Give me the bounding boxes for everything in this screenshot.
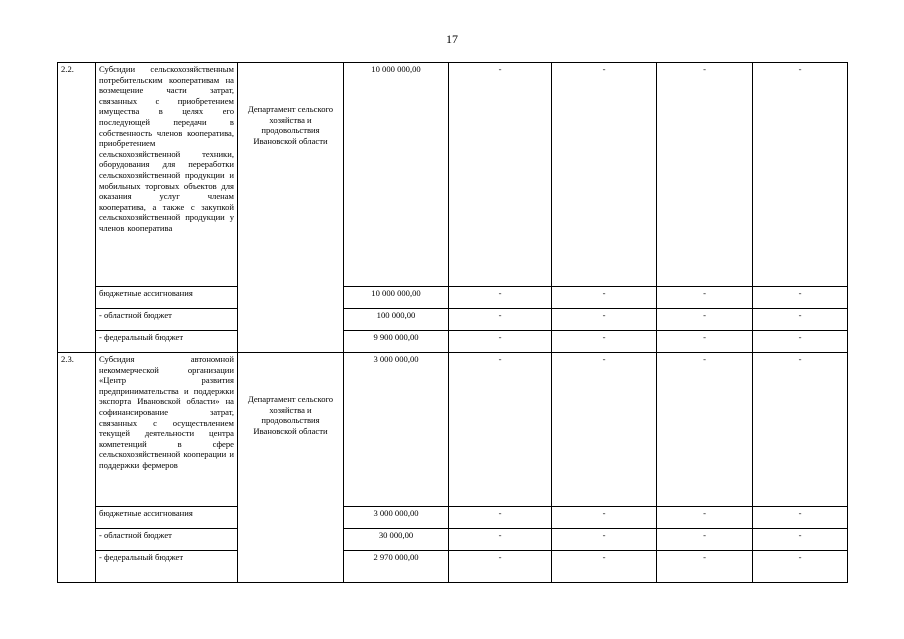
budget-line-label: - федеральный бюджет xyxy=(96,331,238,353)
value-cell: - xyxy=(753,309,848,331)
amount-cell: 10 000 000,00 xyxy=(344,63,449,287)
value-cell: - xyxy=(552,551,657,583)
value-cell: - xyxy=(552,529,657,551)
value-cell: - xyxy=(552,507,657,529)
value-cell: - xyxy=(753,63,848,287)
budget-line-label: - федеральный бюджет xyxy=(96,551,238,583)
item-description: Субсидия автономной некоммерческой организации «Центр развития предпринимательства и поддержки экспорта Ивановской области» на софинансирование затрат, связанных с осуществлением текущей деятельности центра компетенций в сфере сельскохозяйственной кооперации и поддержки фермеров xyxy=(96,353,238,507)
amount-cell: 9 900 000,00 xyxy=(344,331,449,353)
amount-cell: 30 000,00 xyxy=(344,529,449,551)
value-cell: - xyxy=(657,353,753,507)
value-cell: - xyxy=(657,63,753,287)
amount-cell: 100 000,00 xyxy=(344,309,449,331)
value-cell: - xyxy=(449,507,552,529)
value-cell: - xyxy=(449,529,552,551)
budget-line-label: бюджетные ассигнования xyxy=(96,507,238,529)
value-cell: - xyxy=(449,353,552,507)
value-cell: - xyxy=(753,529,848,551)
amount-cell: 10 000 000,00 xyxy=(344,287,449,309)
value-cell: - xyxy=(552,287,657,309)
value-cell: - xyxy=(753,551,848,583)
value-cell: - xyxy=(449,287,552,309)
amount-cell: 3 000 000,00 xyxy=(344,353,449,507)
value-cell: - xyxy=(657,331,753,353)
table-row xyxy=(58,63,848,287)
budget-line-label: - областной бюджет xyxy=(96,309,238,331)
table-row xyxy=(58,529,848,551)
amount-cell: 3 000 000,00 xyxy=(344,507,449,529)
value-cell: - xyxy=(657,529,753,551)
value-cell: - xyxy=(753,331,848,353)
table-row xyxy=(58,551,848,583)
item-number: 2.2. xyxy=(58,63,96,353)
value-cell: - xyxy=(657,507,753,529)
budget-table xyxy=(57,62,848,583)
table-row xyxy=(58,353,848,507)
value-cell: - xyxy=(552,353,657,507)
value-cell: - xyxy=(657,309,753,331)
value-cell: - xyxy=(657,287,753,309)
table-row xyxy=(58,331,848,353)
amount-cell: 2 970 000,00 xyxy=(344,551,449,583)
executor-cell xyxy=(238,63,344,353)
budget-line-label: бюджетные ассигнования xyxy=(96,287,238,309)
table-row xyxy=(58,507,848,529)
value-cell: - xyxy=(753,507,848,529)
value-cell: - xyxy=(449,63,552,287)
item-description: Субсидии сельскохозяйственным потребительским кооперативам на возмещение части затрат, связанных с приобретением имущества в целях его последующей передачи в собственность членов кооператива, приобретением сельскохозяйственной техники, оборудования для переработки сельскохозяйственной продукции и мобильных торговых объектов для оказания услуг членам кооператива, а также с закупкой сельскохозяйственной продукции у членов кооператива xyxy=(96,63,238,287)
value-cell: - xyxy=(449,331,552,353)
value-cell: - xyxy=(449,551,552,583)
table-row xyxy=(58,309,848,331)
value-cell: - xyxy=(552,63,657,287)
value-cell: - xyxy=(657,551,753,583)
value-cell: - xyxy=(552,309,657,331)
value-cell: - xyxy=(753,287,848,309)
item-number: 2.3. xyxy=(58,353,96,583)
executor-cell xyxy=(238,353,344,583)
budget-line-label: - областной бюджет xyxy=(96,529,238,551)
value-cell: - xyxy=(449,309,552,331)
value-cell: - xyxy=(552,331,657,353)
value-cell: - xyxy=(753,353,848,507)
table-row xyxy=(58,287,848,309)
executor-name: Департамент сельского хозяйства и продовольствия Ивановской области xyxy=(247,394,334,436)
page-number: 17 xyxy=(446,32,458,46)
executor-name: Департамент сельского хозяйства и продовольствия Ивановской области xyxy=(247,104,334,146)
